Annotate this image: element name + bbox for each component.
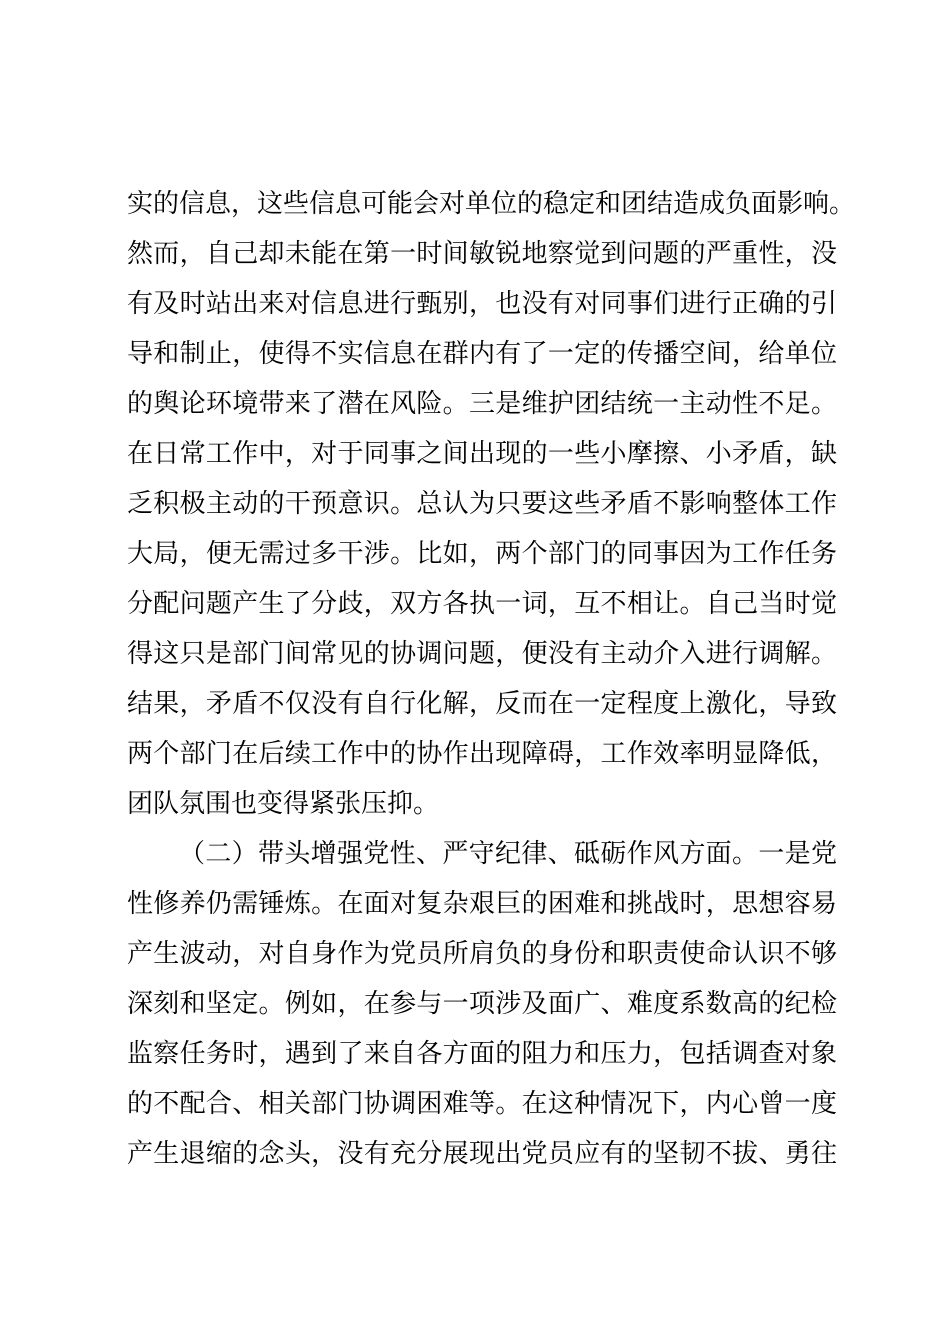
text-line: 有及时站出来对信息进行甄别，也没有对同事们进行正确的引 xyxy=(127,289,837,319)
text-line: 团队氛围也变得紧张压抑。 xyxy=(127,789,440,819)
text-line: 深刻和坚定。例如，在参与一项涉及面广、难度系数高的纪检 xyxy=(127,989,837,1019)
text-line: 性修养仍需锤炼。在面对复杂艰巨的困难和挑战时，思想容易 xyxy=(127,889,837,919)
section-heading-line: （二）带头增强党性、严守纪律、砥砺作风方面。一是党 xyxy=(179,839,837,869)
text-line: 的舆论环境带来了潜在风险。三是维护团结统一主动性不足。 xyxy=(127,389,837,419)
text-line: 的不配合、相关部门协调困难等。在这种情况下，内心曾一度 xyxy=(127,1089,837,1119)
text-line: 监察任务时，遇到了来自各方面的阻力和压力，包括调查对象 xyxy=(127,1039,837,1069)
text-line: 实的信息，这些信息可能会对单位的稳定和团结造成负面影响。 xyxy=(127,189,856,219)
text-line: 结果，矛盾不仅没有自行化解，反而在一定程度上激化，导致 xyxy=(127,689,837,719)
text-line: 乏积极主动的干预意识。总认为只要这些矛盾不影响整体工作 xyxy=(127,489,837,519)
text-line: 两个部门在后续工作中的协作出现障碍，工作效率明显降低， xyxy=(127,739,837,769)
text-line: 产生退缩的念头，没有充分展现出党员应有的坚韧不拔、勇往 xyxy=(127,1139,837,1169)
text-line: 分配问题产生了分歧，双方各执一词，互不相让。自己当时觉 xyxy=(127,589,837,619)
text-line: 导和制止，使得不实信息在群内有了一定的传播空间，给单位 xyxy=(127,339,837,369)
text-line: 然而，自己却未能在第一时间敏锐地察觉到问题的严重性，没 xyxy=(127,239,837,269)
text-line: 大局，便无需过多干涉。比如，两个部门的同事因为工作任务 xyxy=(127,539,837,569)
text-line: 得这只是部门间常见的协调问题，便没有主动介入进行调解。 xyxy=(127,639,837,669)
text-line: 产生波动，对自身作为党员所肩负的身份和职责使命认识不够 xyxy=(127,939,837,969)
text-line: 在日常工作中，对于同事之间出现的一些小摩擦、小矛盾，缺 xyxy=(127,439,837,469)
